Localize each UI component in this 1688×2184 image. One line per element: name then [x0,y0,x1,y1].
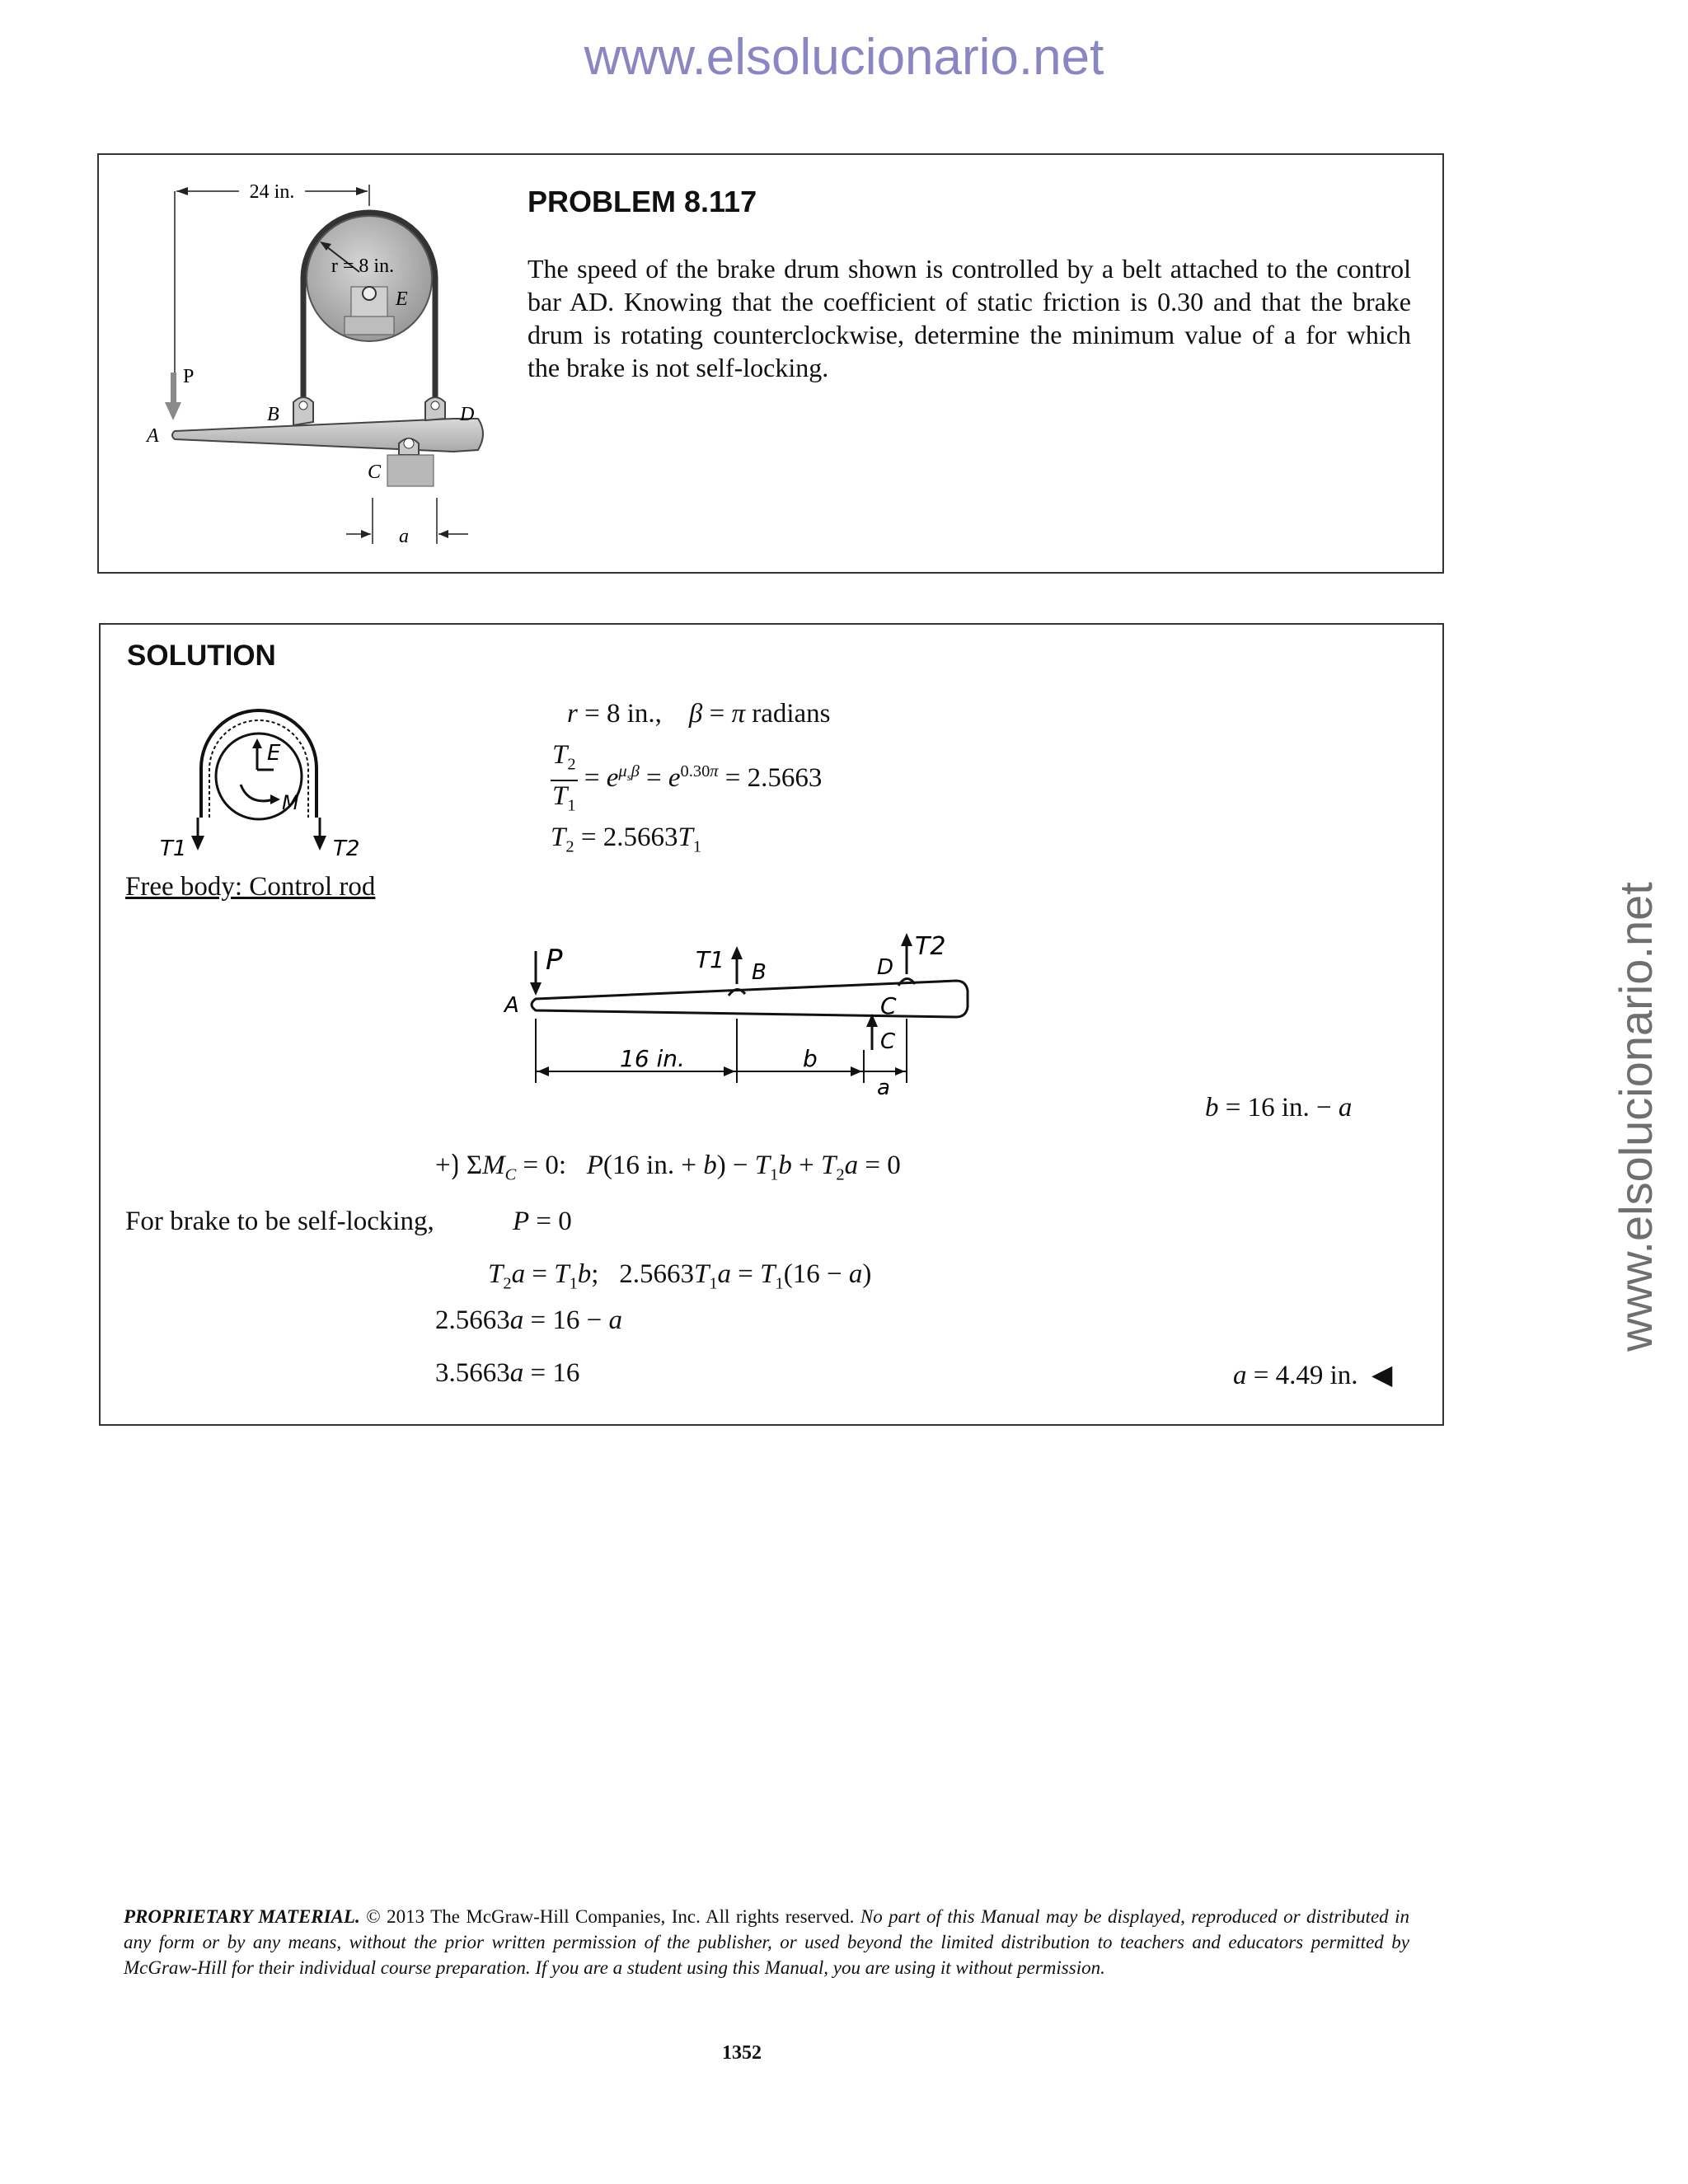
rod-T2-label: T2 [915,932,946,961]
fbd-caption: Free body: Control rod [125,872,376,902]
answer: a = 4.49 in. ◀ [1233,1361,1393,1390]
rod-P-label: P [546,944,563,977]
eq-2-5663a: 2.5663a = 16 − a [435,1305,622,1335]
page-number: 1352 [722,2042,762,2064]
eq-T2a: $T_2a = T_1b$; $2.5663T_1a = T_1(16 - a)$ [488,1259,872,1293]
dim-24-label: 24 in. [249,181,295,203]
point-E-label: E [396,288,408,310]
footer-copyright [124,1904,1409,1980]
rod-D-label: D [877,955,894,980]
footer-bold: PROPRIETARY MATERIAL. [124,1906,360,1927]
rod-C-force-label: C [880,1029,896,1054]
problem-statement: The speed of the brake drum shown is controlled by a belt attached to the control bar AD. Knowing that the coefficient of static friction is 0.30 and that the brake drum is rotating counterclockwise, determine the minimum value of a for which the brake is not self-locking. [528,254,1411,382]
dim-a-label: a [399,526,409,547]
eq-given: r = 8 in., β = π radians [567,699,831,729]
solution-box [99,623,1444,1426]
rod-C-label: C [880,992,897,1019]
rod-B-label: B [752,960,767,985]
solution-title: SOLUTION [127,640,276,672]
eq-tension-ratio: $\frac{T_2}{T_1}$ = $e^{\mu_s\beta} = e^{0.30\pi} = 2.5663$ [552,740,823,815]
brake-drum-figure [99,155,495,567]
drum-fbd-sketch [125,694,360,861]
point-D-label: D [460,404,475,425]
eq-3-5663a: 3.5663a = 16 [435,1358,580,1388]
problem-title: PROBLEM 8.117 [528,185,757,218]
rod-fbd-sketch [504,926,1015,1099]
problem-box [97,153,1444,574]
point-A-label: A [147,425,159,447]
footer-rights: © 2013 The McGraw-Hill Companies, Inc. All rights reserved. [366,1906,855,1927]
force-P-label: P [183,366,195,387]
footer-notice: No part of this Manual may be displayed, reproduced or distributed in any form or by any means, without the prior written permission of the publisher, or used beyond the limited distribution to teachers and educators permitted by McGraw-Hill for their individual course preparation. If you are a student using this Manual, you are using it without permission. [124,1906,1410,1978]
drum-M-label: M [282,791,299,814]
rod-16in-label: 16 in. [620,1045,685,1072]
eq-b: b = 16 in. − a [1205,1093,1353,1122]
watermark-top: www.elsolucionario.net [584,29,1104,86]
rod-T1-label: T1 [696,946,724,973]
drum-T1-label: T1 [160,837,187,861]
rod-A-label: A [504,993,519,1018]
drum-T2-label: T2 [333,837,360,861]
drum-E-label: E [267,741,281,766]
watermark-side: www.elsolucionario.net [1610,882,1662,1352]
self-locking-label: For brake to be self-locking, [125,1207,434,1236]
radius-label: r = 8 in. [331,255,395,277]
point-C-label: C [368,462,382,483]
eq-moment-C: +⟯ $\Sigma M_C = 0$: P(16 in. + $b) - T_1b + T_2a = 0$ [435,1151,901,1184]
eq-P-zero: P = 0 [513,1207,572,1236]
point-B-label: B [267,404,279,425]
rod-b-label: b [803,1045,818,1072]
rod-a-label: a [877,1076,890,1100]
eq-T2: $T_2 = 2.5663T_1$ [551,823,702,856]
